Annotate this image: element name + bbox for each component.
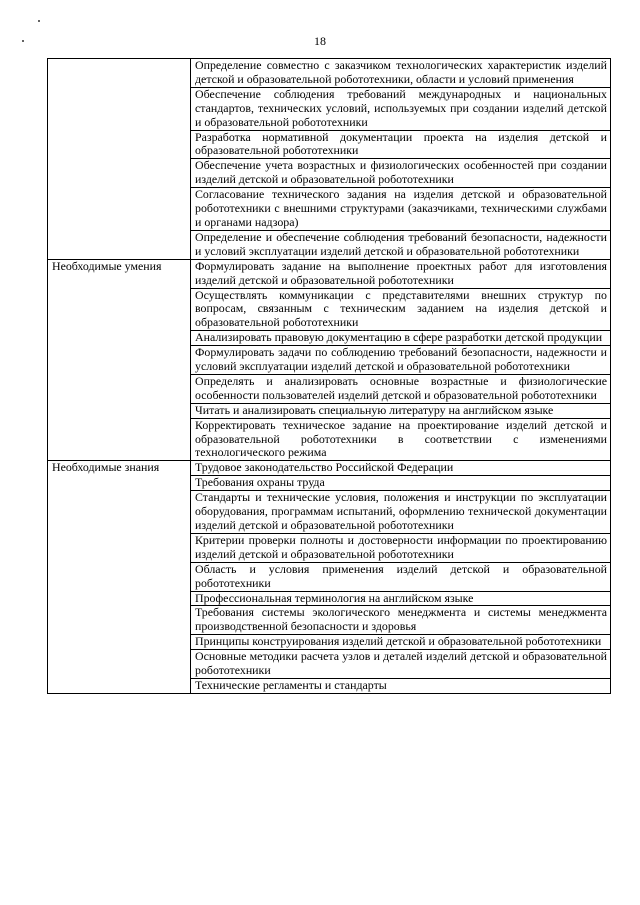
requirement-item: Читать и анализировать специальную литературу на английском языке <box>191 403 611 418</box>
table-row <box>48 259 611 288</box>
requirement-item: Технические регламенты и стандарты <box>191 678 611 693</box>
requirement-item: Область и условия применения изделий детской и образовательной робототехники <box>191 562 611 591</box>
requirement-item: Требования охраны труда <box>191 476 611 491</box>
requirement-item: Профессиональная терминология на английском языке <box>191 591 611 606</box>
requirement-item: Обеспечение учета возрастных и физиологических особенностей при создании изделий детской и образовательной робототехники <box>191 159 611 188</box>
requirement-item: Основные методики расчета узлов и деталей изделий детской и образовательной робототехники <box>191 650 611 679</box>
requirement-item: Согласование технического задания на изделия детской и образовательной робототехники с внешними структурами (заказчиками, техническими службами и органами надзора) <box>191 188 611 231</box>
section-label: Необходимые умения <box>48 259 191 461</box>
page-number: 18 <box>314 34 326 48</box>
requirement-item: Обеспечение соблюдения требований международных и национальных стандартов, технических условий, используемых при создании изделий детской и образовательной робототехники <box>191 87 611 130</box>
requirement-item: Принципы конструирования изделий детской и образовательной робототехники <box>191 635 611 650</box>
requirements-table <box>47 58 611 694</box>
requirement-item: Формулировать задание на выполнение проектных работ для изготовления изделий детской и образовательной робототехники <box>191 259 611 288</box>
requirement-item: Осуществлять коммуникации с представителями внешних структур по вопросам, связанным с техническим заданием на изделия детской и образовательной робототехники <box>191 288 611 331</box>
section-label <box>48 59 191 260</box>
requirement-item: Определение совместно с заказчиком технологических характеристик изделий детской и образовательной робототехники, области и условий применения <box>191 59 611 88</box>
table-row <box>48 461 611 476</box>
requirement-item: Формулировать задачи по соблюдению требований безопасности, надежности и условий эксплуатации изделий детской и образовательной робототехники <box>191 346 611 375</box>
requirement-item: Разработка нормативной документации проекта на изделия детской и образовательной робототехники <box>191 130 611 159</box>
requirement-item: Требования системы экологического менеджмента и системы менеджмента производственной безопасности и здоровья <box>191 606 611 635</box>
requirement-item: Определять и анализировать основные возрастные и физиологические особенности пользователей изделий детской и образовательной робототехники <box>191 374 611 403</box>
requirement-item: Трудовое законодательство Российской Федерации <box>191 461 611 476</box>
requirement-item: Анализировать правовую документацию в сфере разработки детской продукции <box>191 331 611 346</box>
requirement-item: Определение и обеспечение соблюдения требований безопасности, надежности и условий эксплуатации изделий детской и образовательной робототехники <box>191 230 611 259</box>
scan-dot <box>38 20 40 22</box>
section-label: Необходимые знания <box>48 461 191 694</box>
requirement-item: Стандарты и технические условия, положения и инструкции по эксплуатации оборудования, программам испытаний, оформлению технической документации изделий детской и образовательной робототехники <box>191 491 611 534</box>
requirement-item: Критерии проверки полноты и достоверности информации по проектированию изделий детской и образовательной робототехники <box>191 533 611 562</box>
table-row <box>48 59 611 88</box>
requirement-item: Корректировать техническое задание на проектирование изделий детской и образовательной робототехники в соответствии с изменениями технологического режима <box>191 418 611 461</box>
